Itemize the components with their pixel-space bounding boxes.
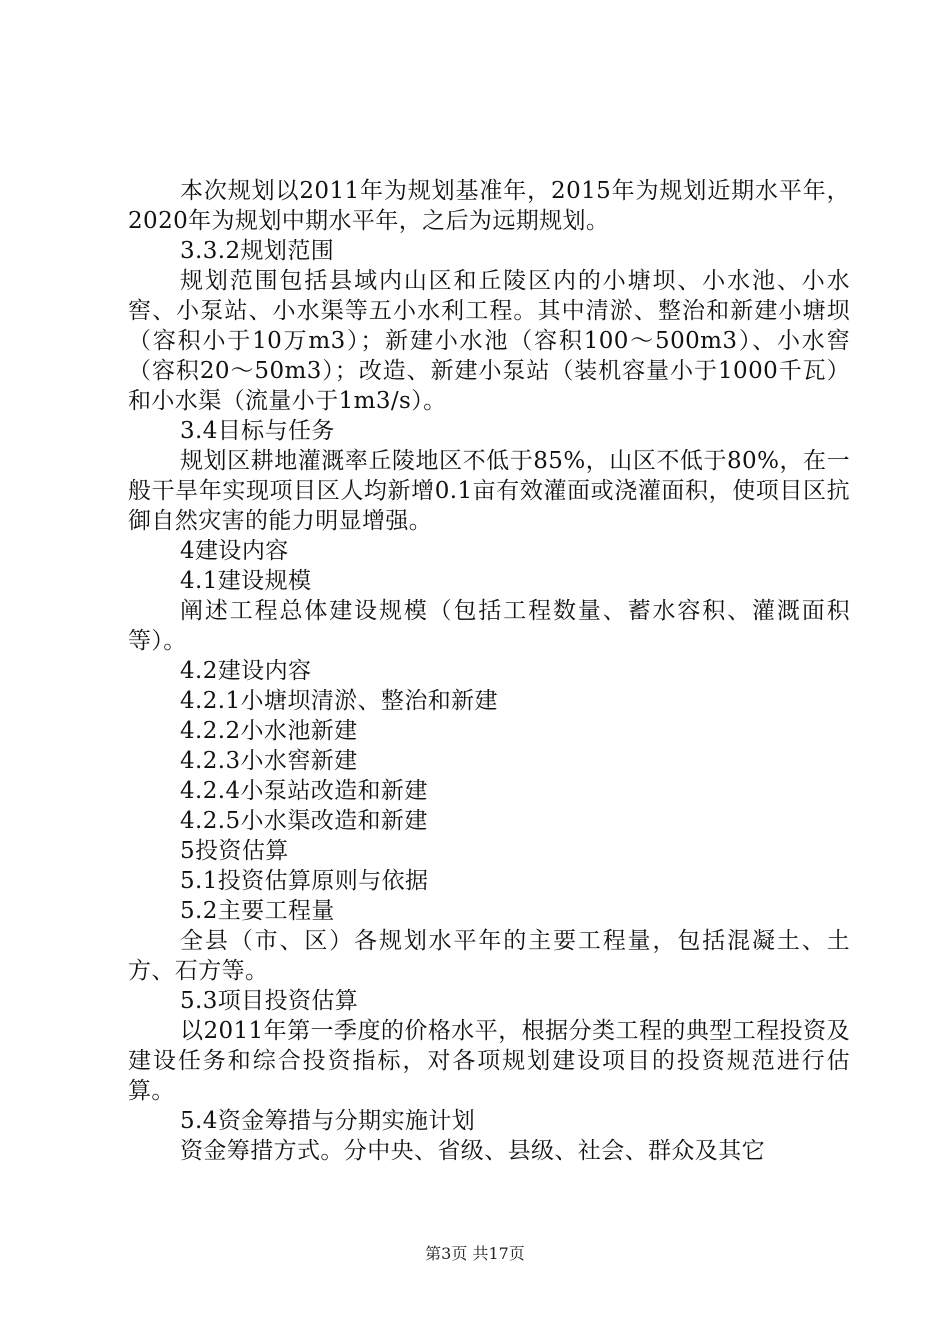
heading-5-4-funding-plan: 5.4资金筹措与分期实施计划	[180, 1108, 476, 1134]
document-body	[128, 176, 850, 1166]
heading-4-2-construction-content: 4.2建设内容	[180, 658, 312, 684]
paragraph-project-investment: 以2011年第一季度的价格水平，根据分类工程的典型工程投资及建设任务和综合投资指标，对各项规划建设项目的投资规范进行估算。	[128, 1018, 850, 1104]
heading-4-2-4-small-pump-stations: 4.2.4小泵站改造和新建	[180, 778, 428, 804]
heading-5-3-project-investment: 5.3项目投资估算	[180, 988, 359, 1014]
paragraph-planning-years: 本次规划以2011年为规划基准年，2015年为规划近期水平年，2020年为规划中期水平年，之后为远期规划。	[128, 178, 850, 234]
heading-5-1-estimate-principles: 5.1投资估算原则与依据	[180, 868, 429, 894]
heading-5-2-main-quantities: 5.2主要工程量	[180, 898, 335, 924]
paragraph-construction-scale: 阐述工程总体建设规模（包括工程数量、蓄水容积、灌溉面积等）。	[128, 598, 850, 654]
heading-4-2-5-small-canals: 4.2.5小水渠改造和新建	[180, 808, 428, 834]
paragraph-funding-methods: 资金筹措方式。分中央、省级、县级、社会、群众及其它	[180, 1138, 765, 1164]
heading-4-2-1-small-dams: 4.2.1小塘坝清淤、整治和新建	[180, 688, 498, 714]
heading-5-investment-estimate: 5投资估算	[180, 838, 289, 864]
paragraph-planning-scope: 规划范围包括县域内山区和丘陵区内的小塘坝、小水池、小水窖、小泵站、小水渠等五小水利工程。其中清淤、整治和新建小塘坝（容积小于10万m3）；新建小水池（容积100～500m3）、小水窖（容积20～50m3）；改造、新建小泵站（装机容量小于1000千瓦）和小水渠（流量小于1m3/s）。	[128, 268, 850, 414]
page-footer: 第3页 共17页	[425, 1244, 525, 1263]
heading-4-1-construction-scale: 4.1建设规模	[180, 568, 312, 594]
heading-3-4-goals-tasks: 3.4目标与任务	[180, 418, 335, 444]
paragraph-main-quantities: 全县（市、区）各规划水平年的主要工程量，包括混凝土、土方、石方等。	[128, 928, 850, 984]
heading-4-2-3-small-cellars: 4.2.3小水窖新建	[180, 748, 358, 774]
heading-4-2-2-small-pools: 4.2.2小水池新建	[180, 718, 358, 744]
heading-3-3-2-planning-scope: 3.3.2规划范围	[180, 238, 335, 264]
paragraph-goals: 规划区耕地灌溉率丘陵地区不低于85%，山区不低于80%，在一般干旱年实现项目区人均新增0.1亩有效灌面或浇灌面积，使项目区抗御自然灾害的能力明显增强。	[128, 448, 850, 534]
heading-4-construction-content: 4建设内容	[180, 538, 289, 564]
